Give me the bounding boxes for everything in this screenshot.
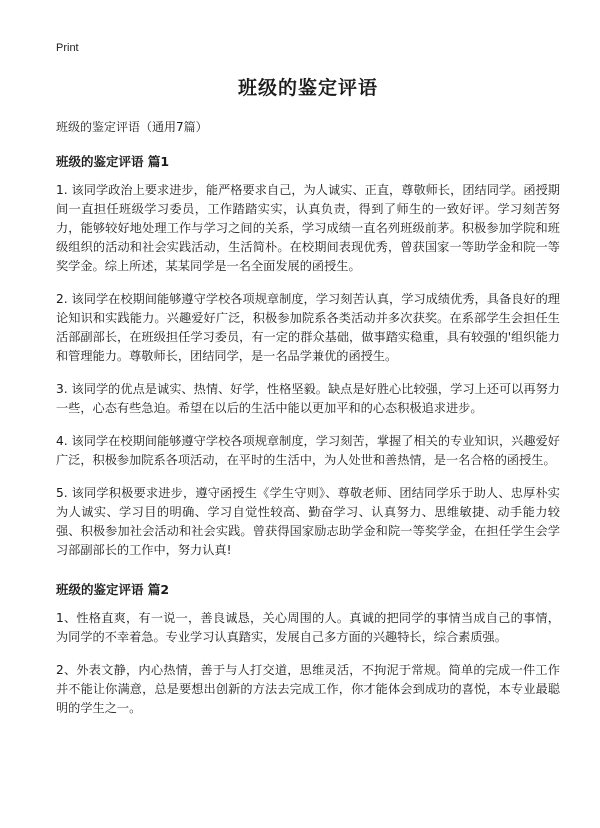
paragraph: 2. 该同学在校期间能够遵守学校各项规章制度，学习刻苦认真，学习成绩优秀，具备良好的理论知识和实践能力。兴趣爱好广泛，积极参加院系各类活动并多次获奖。在系部学生会担任生活部副部长，在班级担任学习委员，有一定的群众基础，做事踏实稳重，具有较强的'组织能力和管理能力。尊敬师长，团结同学，是一名品学兼优的函授生。 [56, 292, 560, 363]
paragraph: 3. 该同学的优点是诚实、热情、好学，性格坚毅。缺点是好胜心比较强，学习上还可以再努力一些，心态有些急迫。希望在以后的生活中能以更加平和的心态积极追求进步。 [56, 382, 560, 415]
print-link[interactable]: Print [56, 42, 79, 54]
paragraph: 1. 该同学政治上要求进步，能严格要求自己，为人诚实、正直，尊敬师长，团结同学。函授期间一直担任班级学习委员，工作踏踏实实，认真负责，得到了师生的一致好评。学习刻苦努力，能够较好地处理工作与学习之间的关系，学习成绩一直名列班级前茅。积极参加学院和班级组织的活动和社会实践活动，生活简朴。在校期间表现优秀，曾获国家一等助学金和院一等奖学金。综上所述，某某同学是一名全面发展的函授生。 [56, 183, 560, 273]
section-heading-1: 班级的鉴定评语 篇1 [56, 154, 170, 169]
paragraph: 5. 该同学积极要求进步，遵守函授生《学生守则》、尊敬老师、团结同学乐于助人、忠厚朴实为人诚实、学习目的明确、学习自觉性较高、勤奋学习、认真努力、思维敏捷、动手能力较强、积极参加社会活动和社会实践。曾获得国家励志助学金和院一等奖学金，在担任学生会学习部副部长的工作中，努力认真! [56, 486, 560, 557]
document-subtitle: 班级的鉴定评语（通用7篇） [56, 120, 208, 134]
paragraph: 4. 该同学在校期间能够遵守学校各项规章制度，学习刻苦，掌握了相关的专业知识，兴趣爱好广泛，积极参加院系各项活动，在平时的生活中，为人处世和善热情，是一名合格的函授生。 [56, 434, 560, 467]
paragraph: 2、外表文静，内心热情，善于与人打交道，思维灵活，不拘泥于常规。简单的完成一件工作并不能让你满意，总是要想出创新的方法去完成工作，你才能体会到成功的喜悦，本专业最聪明的学生之一。 [56, 663, 560, 715]
paragraph: 1、性格直爽，有一说一，善良诚恳，关心周围的人。真诚的把同学的事情当成自己的事情，为同学的不幸着急。专业学习认真踏实，发展自己多方面的兴趣特长，综合素质强。 [56, 611, 560, 644]
page-title: 班级的鉴定评语 [237, 77, 378, 99]
section-heading-2: 班级的鉴定评语 篇2 [56, 582, 170, 597]
